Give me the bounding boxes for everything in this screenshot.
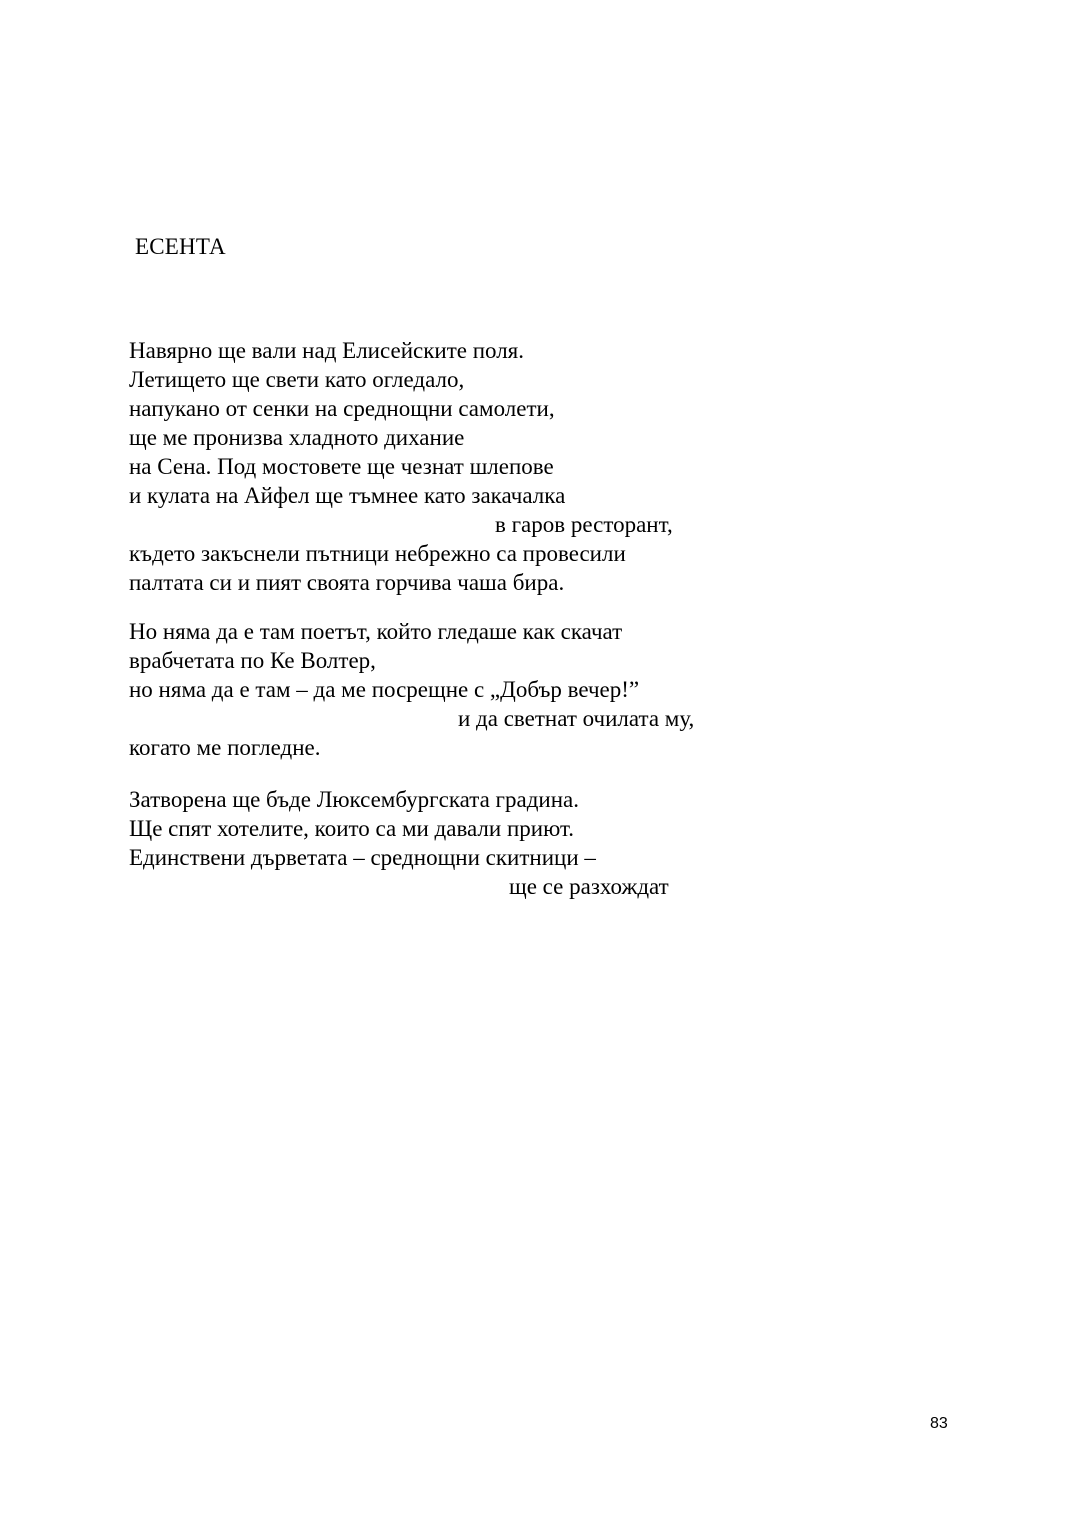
poem-title: ЕСЕНТА [135, 234, 226, 259]
poem-line: Единствени дърветата – среднощни скитници – [129, 845, 596, 870]
poem-line: когато ме погледне. [129, 735, 321, 760]
poem-line: Навярно ще вали над Елисейските поля. [129, 338, 525, 363]
poem-line-indented: ще се разхождат [509, 874, 669, 899]
page-number: 83 [930, 1415, 948, 1432]
poem-line: Летището ще свети като огледало, [129, 367, 465, 392]
poem-line: Ще спят хотелите, които са ми давали приют. [129, 816, 575, 841]
poem-line-indented: в гаров ресторант, [495, 512, 673, 537]
poem-line: Но няма да е там поетът, който гледаше как скачат [129, 619, 623, 644]
poem-line: напукано от сенки на среднощни самолети, [129, 396, 555, 421]
poem-line: на Сена. Под мостовете ще чезнат шлепове [129, 454, 554, 479]
poem-line: където закъснели пътници небрежно са провесили [129, 541, 626, 566]
stanza-1 [129, 336, 829, 597]
poem-line: Затворена ще бъде Люксембургската градина. [129, 787, 579, 812]
stanza-2 [129, 617, 829, 762]
poem-line: ще ме пронизва хладното дихание [129, 425, 465, 450]
poem-line: но няма да е там – да ме посрещне с „Добър вечер!” [129, 677, 640, 702]
poem-line-indented: и да светнат очилата му, [458, 706, 695, 731]
poem-line: и кулата на Айфел ще тъмнее като закачалка [129, 483, 566, 508]
poem-line: врабчетата по Ке Волтер, [129, 648, 376, 673]
poem-line: палтата си и пият своята горчива чаша бира. [129, 570, 565, 595]
stanza-3 [129, 785, 829, 901]
